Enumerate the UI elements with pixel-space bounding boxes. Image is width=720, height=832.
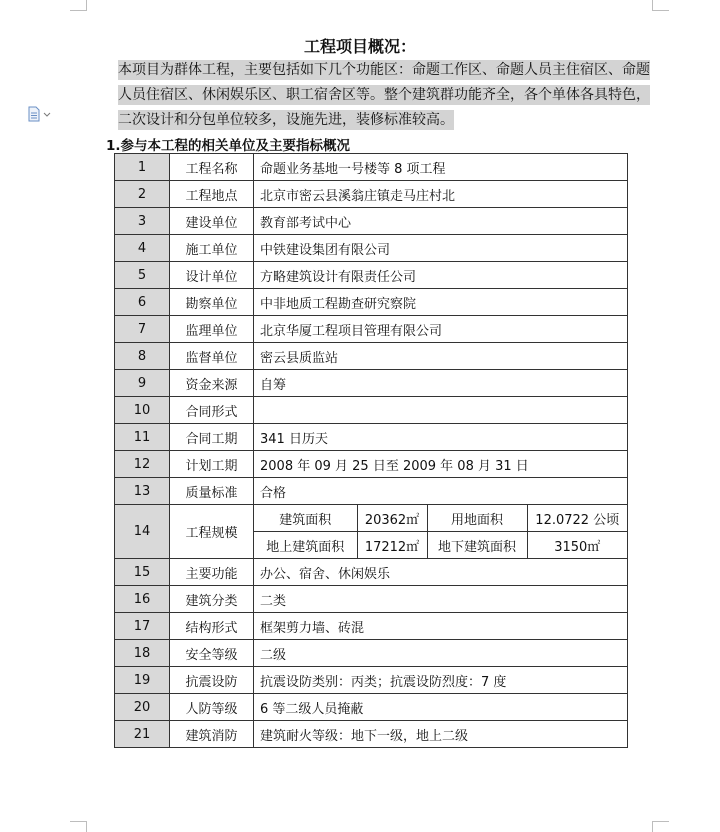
page-corner-bottom-left [70, 821, 87, 832]
row-number: 3 [115, 208, 170, 235]
table-row [115, 316, 628, 343]
intro-paragraph [118, 58, 658, 133]
table-row [115, 370, 628, 397]
row-number: 6 [115, 289, 170, 316]
row-label: 结构形式 [170, 613, 254, 640]
sub-cell: 3150㎡ [527, 532, 627, 559]
sub-cell: 20362㎡ [357, 505, 427, 532]
sub-cell: 建筑面积 [254, 505, 357, 532]
row-label: 合同工期 [170, 424, 254, 451]
row-value [254, 397, 628, 424]
row-value: 北京华厦工程项目管理有限公司 [254, 316, 628, 343]
row-value: 框架剪力墙、砖混 [254, 613, 628, 640]
row-number: 20 [115, 694, 170, 721]
table-row [115, 505, 628, 559]
row-number: 1 [115, 154, 170, 181]
row-value: 6 等二级人员掩蔽 [254, 694, 628, 721]
sub-cell: 用地面积 [427, 505, 527, 532]
row-value: 建筑耐火等级：地下一级，地上二级 [254, 721, 628, 748]
scale-subtable-cell [254, 505, 628, 559]
scale-subtable-row [254, 532, 627, 559]
row-number: 14 [115, 505, 170, 559]
table-row [115, 424, 628, 451]
row-value: 二级 [254, 640, 628, 667]
row-label: 设计单位 [170, 262, 254, 289]
row-label: 监督单位 [170, 343, 254, 370]
sub-cell: 12.0722 公顷 [527, 505, 627, 532]
row-label: 计划工期 [170, 451, 254, 478]
row-label: 工程地点 [170, 181, 254, 208]
row-value: 中铁建设集团有限公司 [254, 235, 628, 262]
row-value: 办公、宿舍、休闲娱乐 [254, 559, 628, 586]
row-value: 密云县质监站 [254, 343, 628, 370]
table-row [115, 397, 628, 424]
row-value: 341 日历天 [254, 424, 628, 451]
row-value: 自筹 [254, 370, 628, 397]
page-corner-top-left [70, 0, 87, 11]
row-value: 2008 年 09 月 25 日至 2009 年 08 月 31 日 [254, 451, 628, 478]
page-corner-bottom-right [652, 821, 669, 832]
table-row [115, 667, 628, 694]
row-value: 北京市密云县溪翁庄镇走马庄村北 [254, 181, 628, 208]
intro-text: 本项目为群体工程，主要包括如下几个功能区：命题工作区、命题人员主住宿区、命题人员住宿区、休闲娱乐区、职工宿舍区等。整个建筑群功能齐全，各个单体各具特色，二次设计和分包单位较多，设施先进，装修标准较高。 [118, 62, 650, 128]
project-info-table [114, 153, 628, 748]
row-number: 18 [115, 640, 170, 667]
table-row [115, 181, 628, 208]
row-number: 21 [115, 721, 170, 748]
table-row [115, 451, 628, 478]
row-label: 工程名称 [170, 154, 254, 181]
row-value: 命题业务基地一号楼等 8 项工程 [254, 154, 628, 181]
row-number: 17 [115, 613, 170, 640]
table-row [115, 559, 628, 586]
sub-cell: 地下建筑面积 [427, 532, 527, 559]
row-value: 方略建筑设计有限责任公司 [254, 262, 628, 289]
row-number: 4 [115, 235, 170, 262]
row-number: 19 [115, 667, 170, 694]
row-label: 合同形式 [170, 397, 254, 424]
row-label: 安全等级 [170, 640, 254, 667]
sub-cell: 地上建筑面积 [254, 532, 357, 559]
table-row [115, 694, 628, 721]
table-row [115, 640, 628, 667]
row-number: 13 [115, 478, 170, 505]
row-label: 主要功能 [170, 559, 254, 586]
page-title: 工程项目概况： [303, 37, 416, 56]
row-label: 工程规模 [170, 505, 254, 559]
row-label: 监理单位 [170, 316, 254, 343]
row-number: 8 [115, 343, 170, 370]
table-row [115, 478, 628, 505]
row-number: 12 [115, 451, 170, 478]
row-number: 15 [115, 559, 170, 586]
page-corner-top-right [652, 0, 669, 11]
row-value: 二类 [254, 586, 628, 613]
row-label: 人防等级 [170, 694, 254, 721]
row-number: 7 [115, 316, 170, 343]
row-number: 11 [115, 424, 170, 451]
row-label: 抗震设防 [170, 667, 254, 694]
scale-subtable-row [254, 505, 627, 532]
table-row [115, 262, 628, 289]
row-value: 中非地质工程勘查研究察院 [254, 289, 628, 316]
row-value: 抗震设防类别：丙类；抗震设防烈度：7 度 [254, 667, 628, 694]
section-heading: 1.参与本工程的相关单位及主要指标概况 [106, 138, 351, 154]
table-row [115, 343, 628, 370]
scale-subtable [254, 505, 627, 558]
row-label: 施工单位 [170, 235, 254, 262]
row-label: 建设单位 [170, 208, 254, 235]
table-row [115, 586, 628, 613]
row-label: 建筑分类 [170, 586, 254, 613]
sub-cell: 17212㎡ [357, 532, 427, 559]
row-number: 16 [115, 586, 170, 613]
row-number: 10 [115, 397, 170, 424]
row-label: 资金来源 [170, 370, 254, 397]
table-row [115, 208, 628, 235]
row-label: 勘察单位 [170, 289, 254, 316]
table-row [115, 235, 628, 262]
row-value: 教育部考试中心 [254, 208, 628, 235]
row-value: 合格 [254, 478, 628, 505]
table-row [115, 613, 628, 640]
row-number: 5 [115, 262, 170, 289]
row-number: 9 [115, 370, 170, 397]
table-row [115, 721, 628, 748]
table-row [115, 289, 628, 316]
row-label: 质量标准 [170, 478, 254, 505]
row-label: 建筑消防 [170, 721, 254, 748]
row-number: 2 [115, 181, 170, 208]
table-row [115, 154, 628, 181]
paste-options-icon[interactable] [28, 106, 54, 122]
